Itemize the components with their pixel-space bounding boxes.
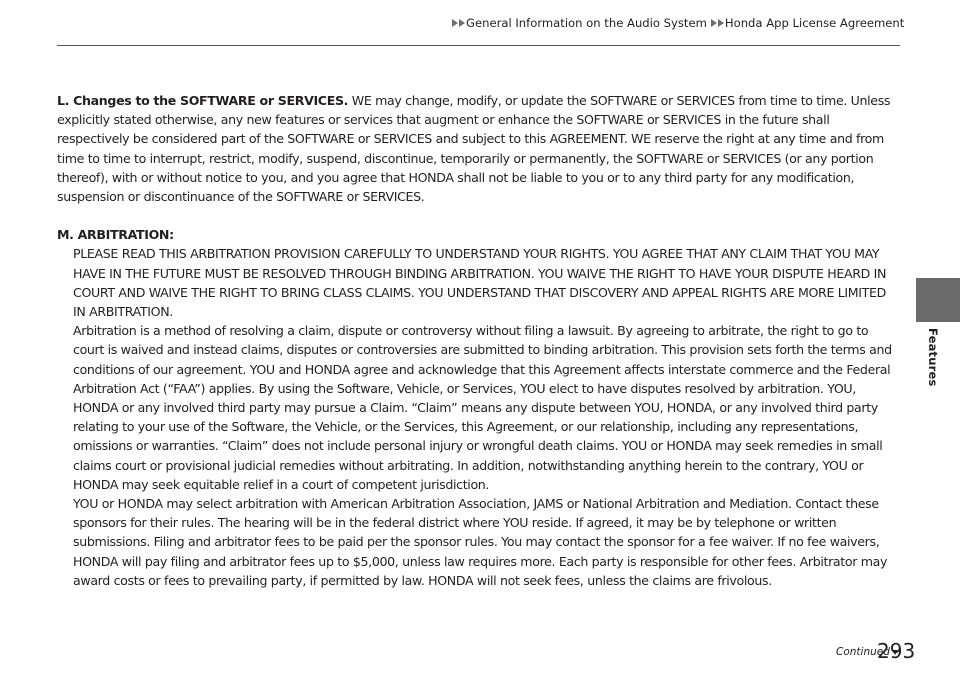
arrow-icon (718, 19, 724, 27)
section-l-paragraph (57, 91, 902, 206)
section-tab[interactable] (916, 278, 960, 322)
section-l-heading: L. Changes to the SOFTWARE or SERVICES. (57, 93, 349, 108)
arbitration-definition-paragraph: Arbitration is a method of resolving a claim, dispute or controversy without filing a lawsuit. By agreeing to arbitrate, the right to go to court is waived and instead claims, disputes or controversies are submitted to binding arbitration. This provision sets forth the terms and conditions of our agreement. YOU and HONDA agree and acknowledge that this Agreement affects interstate commerce and the Federal Arbitration Act (“FAA”) applies. By using the Software, Vehicle, or Services, YOU elect to have disputes resolved by arbitration. YOU, HONDA or any involved third party may pursue a Claim. “Claim” means any dispute between YOU, HONDA, or any involved third party relating to your use of the Software, the Vehicle, or the Services, this Agreement, or our relationship, including any representations, omissions or warranties. “Claim” does not include personal injury or wrongful death claims. YOU or HONDA may seek remedies in small claims court or provisional judicial remedies without arbitrating. In addition, notwithstanding anything herein to the contrary, YOU or HONDA may seek equitable relief in a court of competent jurisdiction. (73, 323, 892, 492)
arbitration-sponsors-paragraph: YOU or HONDA may select arbitration with American Arbitration Association, JAMS or National Arbitration and Mediation. Contact these sponsors for their rules. The hearing will be in the federal district where YOU reside. If agreed, it may be by telephone or written submissions. Filing and arbitrator fees to be paid per the sponsor rules. You may contact the sponsor for a fee waiver. If no fee waivers, HONDA will pay filing and arbitrator fees up to $5,000, unless law requires more. Each party is responsible for other fees. Arbitrator may award costs or fees to prevailing party, if permitted by law. HONDA will not seek fees, unless the claims are frivolous. (73, 496, 888, 588)
breadcrumb-item-license-agreement[interactable]: Honda App License Agreement (724, 16, 905, 30)
arrow-icon (452, 19, 458, 27)
section-tab-label: Features (926, 328, 940, 387)
arrow-icon (711, 19, 717, 27)
arrow-icon (459, 19, 465, 27)
continued-label: Continued (836, 646, 890, 658)
breadcrumb (452, 16, 904, 30)
section-m-heading: M. ARBITRATION: (57, 227, 174, 243)
header-divider (57, 45, 900, 46)
main-content (57, 91, 902, 590)
page-number: 293 (877, 639, 916, 663)
breadcrumb-item-audio-system[interactable]: General Information on the Audio System (466, 16, 707, 30)
section-l-body: WE may change, modify, or update the SOFTWARE or SERVICES from time to time. Unless explicitly stated otherwise, any new features or services that augment or enhance the SOFTWARE or SERVICES in the future shall respectively be considered part of the SOFTWARE or SERVICES and subject to this AGREEMENT. WE reserve the right at any time and from time to time to interrupt, restrict, modify, suspend, discontinue, temporarily or permanently, the SOFTWARE or SERVICES (or any portion thereof), with or without notice to you, and you agree that HONDA shall not be liable to you or to any third party for any modification, suspension or discontinuance of the SOFTWARE or SERVICES. (57, 93, 891, 205)
arbitration-notice-paragraph: PLEASE READ THIS ARBITRATION PROVISION CAREFULLY TO UNDERSTAND YOUR RIGHTS. YOU AGREE THAT ANY CLAIM THAT YOU MAY HAVE IN THE FUTURE MUST BE RESOLVED THROUGH BINDING ARBITRATION. YOU WAIVE THE RIGHT TO HAVE YOUR DISPUTE HEARD IN COURT AND WAIVE THE RIGHT TO BRING CLASS CLAIMS. YOU UNDERSTAND THAT DISCOVERY AND APPEAL RIGHTS ARE MORE LIMITED IN ARBITRATION. (73, 246, 887, 320)
